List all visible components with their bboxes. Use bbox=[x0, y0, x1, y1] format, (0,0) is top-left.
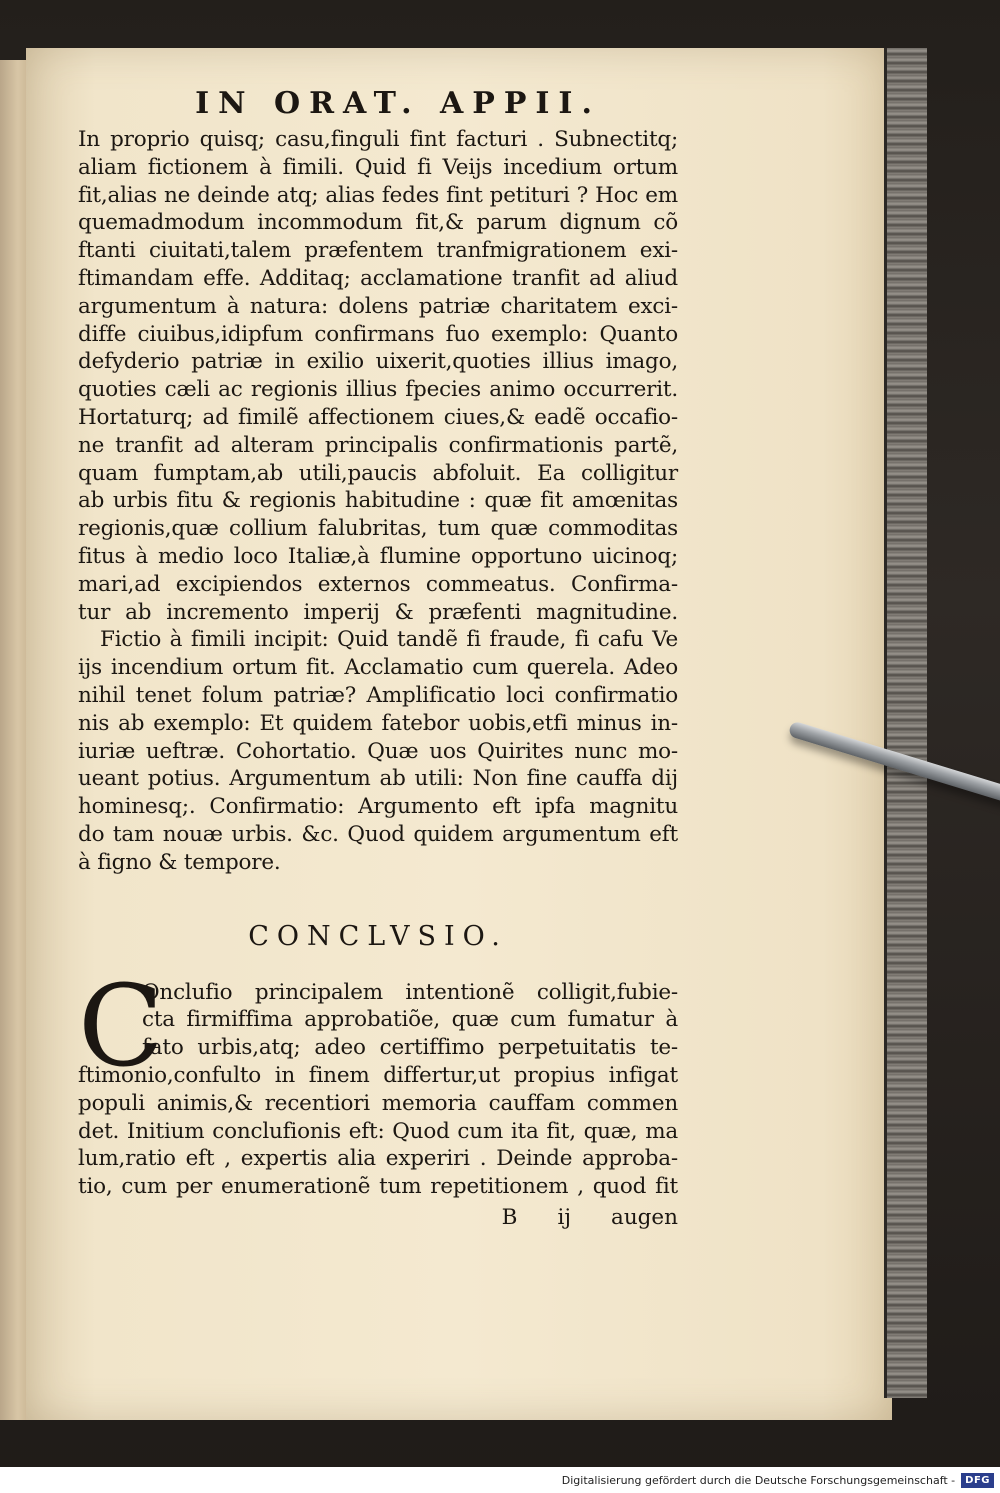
text-line: fitus à medio loco Italiæ,à flumine opportuno uicinoq; bbox=[78, 543, 678, 569]
text-line: defyderio patriæ in exilio uixerit,quoties illius imago, bbox=[78, 349, 678, 375]
text-line: fit,alias ne deinde atq; alias fedes fint petituri ? Hoc em bbox=[78, 182, 678, 208]
text-line: à figno & tempore. bbox=[78, 849, 281, 875]
footer-bar bbox=[0, 1467, 1000, 1493]
text-line: Onclufio principalem intentionẽ colligit,fubie- bbox=[142, 979, 678, 1005]
text-line: ftimonio,confulto in finem differtur,ut propius infigat bbox=[78, 1062, 678, 1088]
text-line: fato urbis,atq; adeo certiffimo perpetuitatis te- bbox=[142, 1035, 678, 1061]
text-line: mari,ad excipiendos externos commeatus. Confirma- bbox=[78, 571, 678, 597]
dfg-logo-icon: DFG bbox=[961, 1473, 994, 1488]
text-line: lum,ratio eft , expertis alia experiri . Deinde approba- bbox=[78, 1146, 678, 1172]
text-line: do tam nouæ urbis. &c. Quod quidem argumentum eft bbox=[78, 821, 678, 847]
text-line: quoties cæli ac regionis illius fpecies animo occurrerit. bbox=[78, 377, 678, 403]
signature-number: ij bbox=[557, 1204, 571, 1230]
drop-cap-initial: C bbox=[78, 961, 164, 1092]
signature-mark: B bbox=[501, 1204, 518, 1230]
text-line: ijs incendium ortum fit. Acclamatio cum querela. Adeo bbox=[78, 655, 678, 681]
text-line: diffe ciuibus,idipfum confirmans fuo exemplo: Quanto bbox=[78, 321, 678, 347]
text-line: populi animis,& recentiori memoria cauffam commen bbox=[78, 1090, 678, 1116]
footer-credit: Digitalisierung gefördert durch die Deutsche Forschungsgemeinschaft - bbox=[561, 1473, 956, 1487]
text-line: tur ab incremento imperij & præfenti magnitudine. bbox=[78, 599, 678, 625]
signature-line bbox=[78, 1203, 678, 1233]
catchword: augen bbox=[611, 1204, 678, 1230]
text-line: In proprio quisq; casu,finguli fint facturi . Subnectitq; bbox=[78, 127, 678, 152]
body-text bbox=[78, 126, 678, 877]
text-line: tio, cum per enumerationẽ tum repetitionem , quod fit bbox=[78, 1174, 678, 1200]
text-line: ab urbis fitu & regionis habitudine : quæ fit amœnitas bbox=[78, 488, 678, 514]
running-head: IN ORAT. APPII. bbox=[195, 86, 601, 121]
page-text bbox=[78, 84, 678, 1233]
section-title: CONCLVSIO. bbox=[248, 920, 508, 952]
text-line: nihil tenet folum patriæ? Amplificatio loci confirmatio bbox=[78, 682, 678, 708]
text-line: argumentum à natura: dolens patriæ charitatem exci- bbox=[78, 293, 678, 319]
text-line: cta firmiffima approbatiõe, quæ cum fumatur à bbox=[142, 1007, 678, 1033]
text-line: ueant potius. Argumentum ab utili: Non fine cauffa dij bbox=[78, 766, 678, 792]
text-line: Fictio à fimili incipit: Quid tandẽ fi fraude, fi cafu Ve bbox=[100, 627, 678, 653]
text-line: det. Initium conclufionis eft: Quod cum ita fit, quæ, ma bbox=[78, 1118, 678, 1144]
text-line: ne tranfit ad alteram principalis confirmationis partẽ, bbox=[78, 432, 678, 458]
text-line: Hortaturq; ad fimilẽ affectionem ciues,& eadẽ occafio- bbox=[78, 404, 678, 430]
conclusio-text bbox=[78, 961, 678, 1201]
text-line: iuriæ ueftræ. Cohortatio. Quæ uos Quirites nunc mo- bbox=[78, 738, 678, 764]
text-line: regionis,quæ collium falubritas, tum quæ commoditas bbox=[78, 516, 678, 542]
text-line: quemadmodum incommodum fit,& parum dignum cõ bbox=[78, 210, 678, 236]
text-line: nis ab exemplo: Et quidem fatebor uobis,etfi minus in- bbox=[78, 710, 678, 736]
book-edge bbox=[884, 48, 927, 1398]
text-line: ftimandam effe. Additaq; acclamatione tranfit ad aliud bbox=[78, 265, 678, 291]
text-line: quam fumptam,ab utili,paucis abfoluit. Ea colligitur bbox=[78, 460, 678, 486]
text-line: hominesq;. Confirmatio: Argumento eft ipfa magnitu bbox=[78, 794, 678, 820]
text-line: aliam fictionem à fimili. Quid fi Veijs incedium ortum bbox=[78, 154, 678, 180]
text-line: ftanti ciuitati,talem præfentem tranfmigrationem exi- bbox=[78, 238, 678, 264]
